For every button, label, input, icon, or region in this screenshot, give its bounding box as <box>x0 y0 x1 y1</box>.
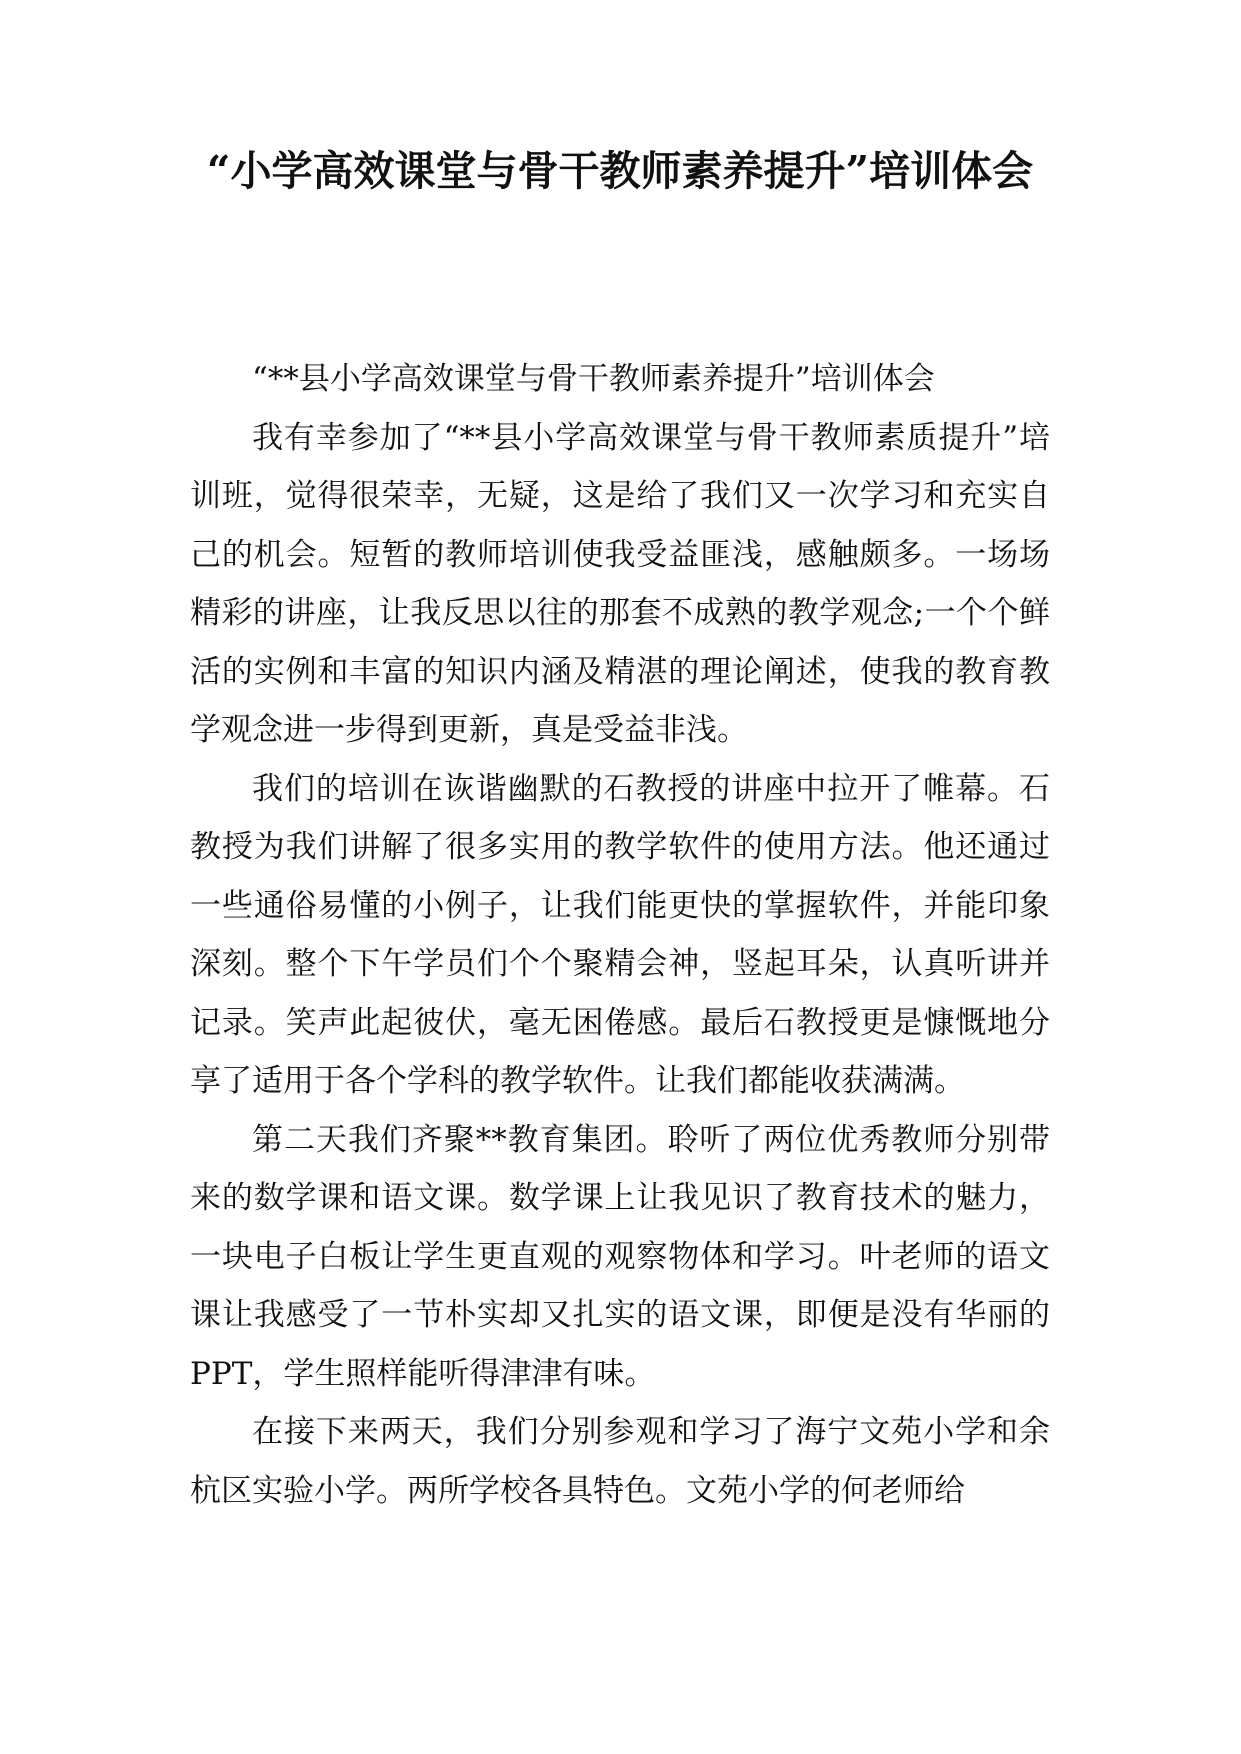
document-subtitle: “**县小学高效课堂与骨干教师素养提升”培训体会 <box>252 361 935 397</box>
document-body <box>190 350 1050 1520</box>
document-title: “小学高效课堂与骨干教师素养提升”培训体会 <box>206 147 1034 195</box>
paragraph-1: 我有幸参加了“**县小学高效课堂与骨干教师素质提升”培训班，觉得很荣幸，无疑，这是给了我们又一次学习和充实自己的机会。短暂的教师培训使我受益匪浅，感触颇多。一场场精彩的讲座，让我反思以往的那套不成熟的教学观念;一个个鲜活的实例和丰富的知识内涵及精湛的理论阐述，使我的教育教学观念进一步得到更新，真是受益非浅。 <box>190 419 1050 748</box>
paragraph-2: 我们的培训在诙谐幽默的石教授的讲座中拉开了帷幕。石教授为我们讲解了很多实用的教学软件的使用方法。他还通过一些通俗易懂的小例子，让我们能更快的掌握软件，并能印象深刻。整个下午学员们个个聚精会神，竖起耳朵，认真听讲并记录。笑声此起彼伏，毫无困倦感。最后石教授更是慷慨地分享了适用于各个学科的教学软件。让我们都能收获满满。 <box>190 770 1050 1099</box>
paragraph-4: 在接下来两天，我们分别参观和学习了海宁文苑小学和余杭区实验小学。两所学校各具特色。文苑小学的何老师给 <box>190 1414 1050 1509</box>
paragraph-3: 第二天我们齐聚**教育集团。聆听了两位优秀教师分别带来的数学课和语文课。数学课上让我见识了教育技术的魅力，一块电子白板让学生更直观的观察物体和学习。叶老师的语文课让我感受了一节朴实却又扎实的语文课，即便是没有华丽的PPT，学生照样能听得津津有味。 <box>190 1121 1050 1392</box>
